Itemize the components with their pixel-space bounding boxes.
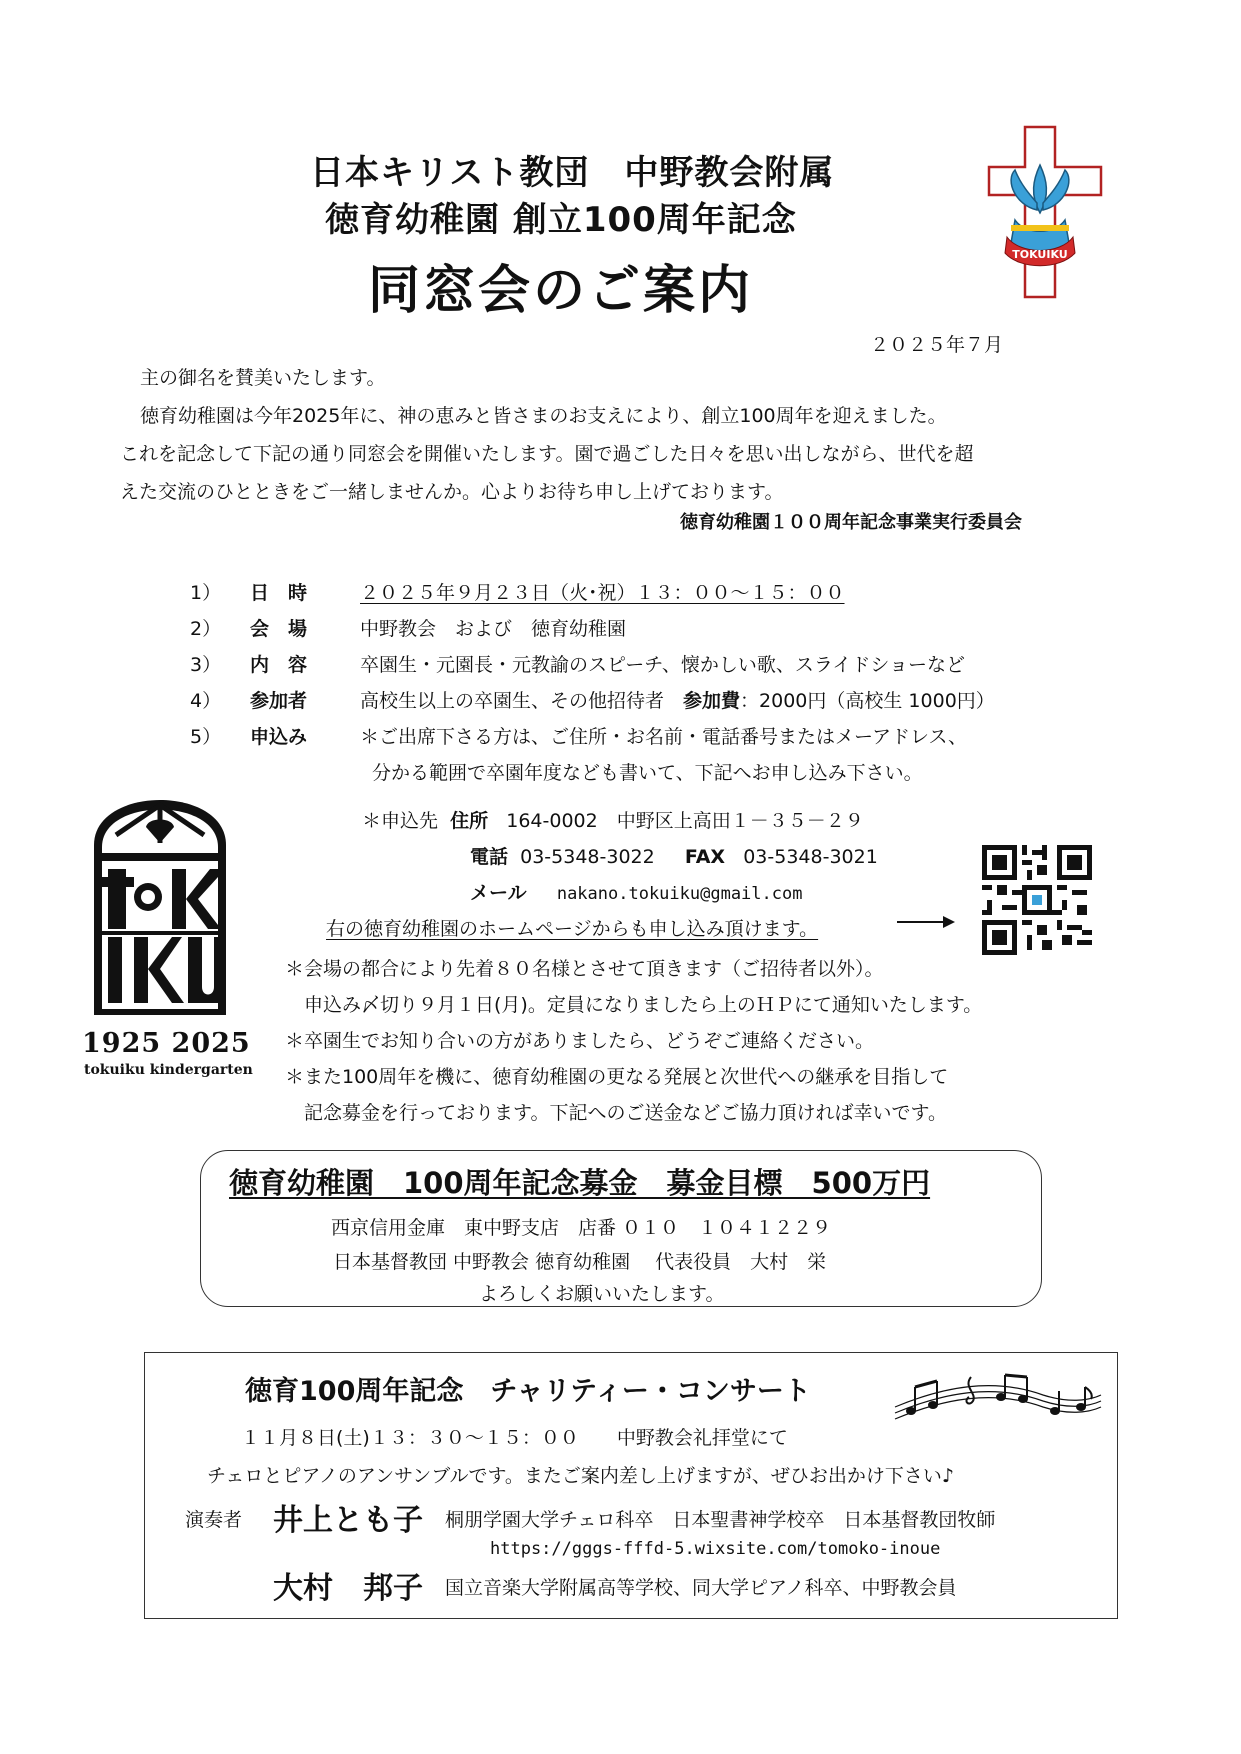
detail-label: 日 時: [250, 582, 308, 604]
apply-mail: メール nakano.tokuiku@gmail.com: [470, 882, 803, 904]
performer1-name: 井上とも子: [273, 1503, 423, 1538]
fund-bank: 西京信用金庫 東中野支店 店番 ０１０ １０４１２２９: [331, 1217, 832, 1239]
note-line: 申込み〆切り９月１日(月)。定員になりましたら上のＨＰにて通知いたします。: [285, 994, 983, 1016]
intro-p4: えた交流のひとときをご一緒しませんか。心よりお待ち申し上げております。: [120, 481, 784, 503]
performer2-bio: 国立音楽大学附属高等学校、同大学ピアノ科卒、中野教会員: [445, 1577, 957, 1599]
note-line: ＊会場の都合により先着８０名様とさせて頂きます（ご招待者以外）。: [285, 958, 884, 980]
note-line: ＊卒園生でお知り合いの方がありましたら、どうぞご連絡ください。: [285, 1030, 875, 1052]
fee-label: 参加費: [683, 690, 741, 712]
stained-logo-years: 1925 2025: [82, 1028, 251, 1059]
signature: 徳育幼稚園１００周年記念事業実行委員会: [680, 512, 1022, 533]
performer2-name: 大村 邦子: [273, 1571, 423, 1606]
detail-value: ＊ご出席下さる方は、ご住所・お名前・電話番号またはメーアドレス、: [360, 726, 968, 748]
fund-holder: 日本基督教団 中野教会 徳育幼稚園 代表役員 大村 栄: [333, 1251, 827, 1273]
arrow-right-icon: [895, 912, 957, 932]
detail-value: 高校生以上の卒園生、その他招待者 参加費：2000円（高校生 1000円）: [360, 690, 995, 712]
detail-label: 会 場: [250, 618, 308, 640]
tokuiku-stained-glass-logo-icon: [86, 765, 234, 1025]
music-notes-icon: [893, 1367, 1103, 1429]
detail-num: 1）: [190, 582, 222, 604]
fund-thanks: よろしくお願いいたします。: [479, 1283, 725, 1305]
email-link[interactable]: nakano.tokuiku@gmail.com: [556, 884, 803, 904]
stained-logo-name: tokuiku kindergarten: [84, 1062, 253, 1078]
apply-phone: 電話 03-5348-3022 FAX 03-5348-3021: [470, 846, 878, 868]
intro-p1: 主の御名を賛美いたします。: [140, 367, 386, 389]
detail-label: 申込み: [250, 726, 308, 748]
header-line2: 徳育幼稚園 創立100周年記念: [325, 200, 797, 240]
concert-title: 徳育100周年記念 チャリティー・コンサート: [245, 1376, 811, 1407]
homepage-note: 右の徳育幼稚園のホームページからも申し込み頂けます。: [326, 918, 819, 940]
issue-date: ２０２５年７月: [870, 334, 1004, 356]
emblem-text: TOKUIKU: [1012, 248, 1068, 261]
intro-p3: これを記念して下記の通り同窓会を開催いたします。園で過ごした日々を思い出しながら、世代を超: [120, 443, 974, 465]
detail-value: 卒園生・元園長・元教諭のスピーチ、懐かしい歌、スライドショーなど: [360, 654, 965, 676]
detail-value: ２０２５年９月２３日（火･祝）１３：００～１５：００: [360, 582, 845, 604]
apply-address: ＊申込先 住所 164-0002 中野区上高田１－３５－２９: [362, 810, 864, 832]
concert-box: [144, 1352, 1118, 1619]
note-line: 記念募金を行っております。下記へのご送金などご協力頂ければ幸いです。: [285, 1102, 947, 1124]
note-line: ＊また100周年を機に、徳育幼稚園の更なる発展と次世代への継承を目指して: [285, 1066, 949, 1088]
header-line1: 日本キリスト教団 中野教会附属: [310, 153, 835, 193]
apply-line2: 分かる範囲で卒園年度なども書いて、下記へお申し込み下さい。: [372, 762, 923, 784]
detail-label: 内 容: [250, 654, 308, 676]
detail-label: 参加者: [250, 690, 308, 712]
detail-value: 中野教会 および 徳育幼稚園: [360, 618, 627, 640]
fund-title: 徳育幼稚園 100周年記念募金 募金目標 500万円: [229, 1166, 931, 1200]
concert-description: チェロとピアノのアンサンブルです。またご案内差し上げますが、ぜひお出かけ下さい♪: [207, 1465, 955, 1487]
detail-num: 2）: [190, 618, 222, 640]
performer-label: 演奏者: [185, 1509, 243, 1531]
intro-p2: 徳育幼稚園は今年2025年に、神の恵みと皆さまのお支えにより、創立100周年を迎えました。: [140, 405, 947, 427]
fund-box: [200, 1150, 1042, 1307]
page-title: 同窓会のご案内: [368, 261, 754, 321]
performer1-url-link[interactable]: https://gggs-fffd-5.wixsite.com/tomoko-inoue: [490, 1539, 941, 1559]
detail-num: 3）: [190, 654, 222, 676]
qr-code-icon[interactable]: [982, 845, 1092, 955]
detail-num: 4）: [190, 690, 222, 712]
performer1-bio: 桐朋学園大学チェロ科卒 日本聖書神学校卒 日本基督教団牧師: [445, 1509, 996, 1531]
detail-num: 5）: [190, 726, 222, 748]
concert-datetime: １１月８日(土)１３：３０～１５：００ 中野教会礼拝堂にて: [241, 1427, 788, 1449]
church-cross-emblem-icon: [985, 125, 1105, 300]
